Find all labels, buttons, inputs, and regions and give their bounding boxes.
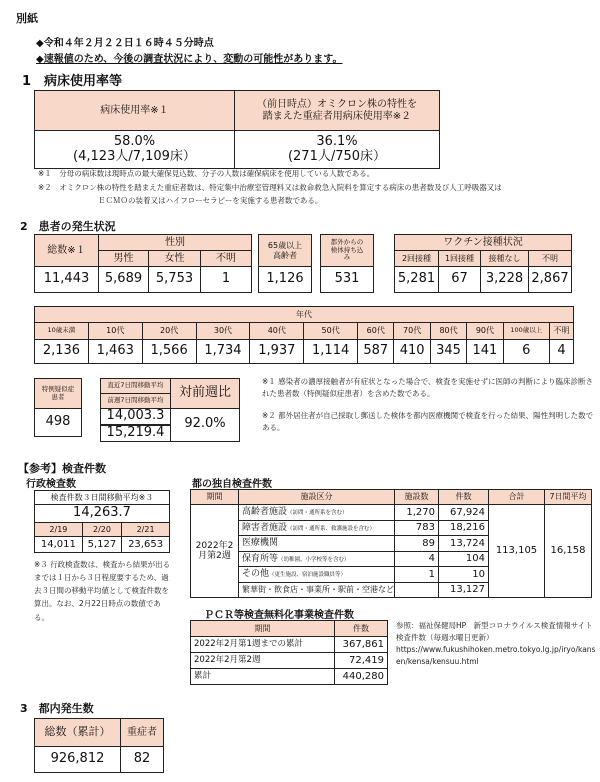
tokyo-cases-5: 13,127 bbox=[439, 582, 489, 598]
tokyo-count-0: 1,270 bbox=[395, 505, 439, 521]
section2-title: 2 患者の発生状況 bbox=[20, 220, 116, 233]
severe-header: 重症者 bbox=[121, 719, 164, 747]
dose2-header: 2回接種 bbox=[395, 251, 439, 267]
no-dose-value: 3,228 bbox=[481, 267, 529, 293]
pcr-header-0: 期間 bbox=[191, 621, 335, 637]
tokyo-facility-0 bbox=[239, 505, 395, 521]
admin-date-1: 2/20 bbox=[82, 523, 121, 537]
section3-title: 3 都内発生数 bbox=[20, 702, 94, 715]
tokyo-header-5: 7日間平均 bbox=[545, 490, 592, 505]
male-value: 5,689 bbox=[99, 267, 149, 293]
age-value-4: 1,937 bbox=[250, 340, 304, 364]
age-label-6: 60代 bbox=[358, 323, 394, 340]
female-header: 女性 bbox=[149, 251, 201, 267]
severe-bed-usage-value: 36.1% bbox=[316, 133, 358, 149]
suspect-header: 特例疑似症 患者 bbox=[35, 379, 82, 409]
pcr-title: ＰＣＲ等検査無料化事業検査件数 bbox=[204, 610, 354, 621]
tokyo-cases-4: 10 bbox=[439, 567, 489, 583]
pcr-source bbox=[396, 620, 600, 668]
sex-header: 性別 bbox=[99, 235, 252, 251]
total-sex-table bbox=[34, 234, 252, 293]
age-label-1: 10代 bbox=[88, 323, 142, 340]
tokyo-period: 2022年2 月第2週 bbox=[191, 505, 239, 598]
cumulative-value: 926,812 bbox=[35, 747, 121, 773]
outside-table bbox=[320, 234, 374, 293]
pcr-value-1: 72,419 bbox=[335, 653, 388, 669]
reference-title: 【参考】検査件数 bbox=[18, 462, 106, 475]
avg7-value: 14,003.3 bbox=[101, 409, 171, 425]
tokyo-header-1: 施設区分 bbox=[239, 490, 395, 505]
age-label-9: 90代 bbox=[467, 323, 503, 340]
admin-note: ※３ 行政検査数は、検査から結果が出るまでは１日から３日程度要するため、過去３日間の移動平均値として検査件数を算出。なお、2月22日時点の数値である。 bbox=[34, 560, 171, 622]
age-value-7: 410 bbox=[394, 340, 430, 364]
tokyo-facility-name: 医療機関 bbox=[242, 538, 279, 549]
age-value-10: 6 bbox=[503, 340, 549, 364]
time-line: ◆令和４年２月２２日１６時４５分時点 bbox=[36, 38, 214, 49]
severe-bed-usage-header: （前日時点）オミクロン株の特性を 踏まえた重症者用病床使用率※２ bbox=[235, 91, 440, 131]
pcr-period-1: 2022年2月第2週 bbox=[191, 653, 335, 669]
suspect-value: 498 bbox=[35, 409, 82, 437]
age-value-1: 1,463 bbox=[88, 340, 142, 364]
vaccine-unknown-value: 2,867 bbox=[529, 267, 572, 293]
male-header: 男性 bbox=[99, 251, 149, 267]
sex-unknown-value: 1 bbox=[201, 267, 252, 293]
section1-note3: ＥＣＭＯの装着又はハイフローセラピーを実施する患者数である。 bbox=[98, 196, 323, 205]
section1-title: 1 病床使用率等 bbox=[22, 74, 123, 89]
admin-avg-value: 14,263.7 bbox=[35, 505, 170, 523]
tokyo-facility-4 bbox=[239, 567, 395, 583]
tokyo-cases-2: 13,724 bbox=[439, 536, 489, 552]
cumulative-header: 総数（累計） bbox=[35, 719, 121, 747]
elderly-table bbox=[258, 234, 312, 293]
tokyo-count-4: 1 bbox=[395, 567, 439, 583]
tokyo-facility-name: 保育所等 bbox=[242, 553, 279, 564]
age-label-0: 10歳未満 bbox=[35, 323, 89, 340]
bed-usage-value: 58.0% bbox=[113, 133, 156, 149]
vaccine-unknown-header: 不明 bbox=[529, 251, 572, 267]
admin-date-2: 2/21 bbox=[122, 523, 170, 537]
tokyo-facility-3 bbox=[239, 551, 395, 567]
moving-average-table bbox=[100, 378, 240, 442]
age-label-2: 20代 bbox=[142, 323, 196, 340]
age-label-11: 不明 bbox=[550, 323, 574, 340]
admin-title: 行政検査数 bbox=[26, 479, 76, 490]
section1-note1: ※１ 分母の病床数は現時点の最大確保見込数、分子の人数は確保病床を使用している人数である。 bbox=[38, 169, 375, 178]
tokyo-facility-detail: （訪問・通所系を含む） bbox=[287, 510, 348, 517]
notice-line: ◆速報値のため、今後の調査状況により、変動の可能性があります。 bbox=[36, 54, 343, 65]
outside-value: 531 bbox=[321, 267, 374, 293]
admin-value-1: 5,127 bbox=[82, 537, 121, 553]
age-value-5: 1,114 bbox=[304, 340, 358, 364]
suspect-table bbox=[34, 378, 82, 437]
bed-usage-header: 病床使用率※１ bbox=[35, 91, 235, 131]
tokyo-header-0: 期間 bbox=[191, 490, 239, 505]
admin-value-2: 23,653 bbox=[122, 537, 170, 553]
tokyo-header-3: 件数 bbox=[439, 490, 489, 505]
attachment-label: 別紙 bbox=[16, 12, 38, 25]
dose1-value: 67 bbox=[439, 267, 481, 293]
age-label-8: 80代 bbox=[430, 323, 466, 340]
age-value-0: 2,136 bbox=[35, 340, 89, 364]
dose2-value: 5,281 bbox=[395, 267, 439, 293]
tokyo-total: 113,105 bbox=[489, 505, 545, 598]
age-label-4: 40代 bbox=[250, 323, 304, 340]
vaccine-header: ワクチン接種状況 bbox=[395, 235, 572, 251]
section2-note2: ※２ 都外居住者が自己採取し郵送した検体を都内医療機関で検査を行った結果、陽性判明した数である。 bbox=[262, 411, 594, 432]
age-header: 年代 bbox=[35, 307, 574, 323]
tokyo-average: 16,158 bbox=[545, 505, 592, 598]
age-label-7: 70代 bbox=[394, 323, 430, 340]
age-table bbox=[34, 306, 574, 364]
pcr-row bbox=[191, 669, 388, 685]
tokyo-facility-name: 高齢者施設 bbox=[242, 507, 288, 518]
tokyo-count-1: 783 bbox=[395, 520, 439, 536]
vaccine-table bbox=[394, 234, 572, 293]
bed-usage-sub: (4,123人/7,109床） bbox=[73, 148, 196, 164]
pcr-row bbox=[191, 653, 388, 669]
tokyo-facility-name: 障害者施設 bbox=[242, 522, 288, 533]
tokyo-title: 都の独自検査件数 bbox=[192, 479, 272, 490]
ratio-header: 対前週比 bbox=[171, 379, 240, 409]
tokyo-count-2: 89 bbox=[395, 536, 439, 552]
prev-avg7-header: 前週7日間移動平均 bbox=[101, 394, 171, 409]
bed-usage-table bbox=[34, 90, 440, 169]
tokyo-facility-name: 繁華街・飲食店・事業所・駅前・空港など bbox=[242, 584, 394, 594]
age-value-11: 4 bbox=[550, 340, 574, 364]
bed-usage-cell bbox=[35, 131, 235, 169]
age-value-3: 1,734 bbox=[196, 340, 250, 364]
pcr-period-0: 2022年2月第1週までの累計 bbox=[191, 637, 335, 653]
tokyo-header-4: 合計 bbox=[489, 490, 545, 505]
admin-avg-header: 検査件数３日間移動平均※３ bbox=[35, 491, 170, 505]
total-value: 11,443 bbox=[35, 267, 99, 293]
age-value-9: 141 bbox=[467, 340, 503, 364]
tokyo-cases-1: 18,216 bbox=[439, 520, 489, 536]
age-label-3: 30代 bbox=[196, 323, 250, 340]
tokyo-cases-3: 104 bbox=[439, 551, 489, 567]
elderly-header: 65歳以上 高齢者 bbox=[259, 235, 312, 267]
severe-value: 82 bbox=[121, 747, 164, 773]
pcr-source-text: 参照：福祉保健局HP 新型コロナウイルス検査情報サイト 検査件数（毎週水曜日更新） bbox=[396, 621, 600, 642]
age-label-5: 50代 bbox=[304, 323, 358, 340]
admin-value-0: 14,011 bbox=[35, 537, 83, 553]
no-dose-header: 接種なし bbox=[481, 251, 529, 267]
pcr-header-1: 件数 bbox=[335, 621, 388, 637]
pcr-value-0: 367,861 bbox=[335, 637, 388, 653]
pcr-source-url[interactable]: https://www.fukushihoken.metro.tokyo.lg.jp/iryo/kansen/kensa/kensuu.html bbox=[396, 645, 596, 666]
admin-table bbox=[34, 490, 170, 553]
pcr-row bbox=[191, 637, 388, 653]
tokyo-cases-table bbox=[34, 718, 164, 773]
tokyo-table bbox=[190, 489, 592, 598]
age-value-8: 345 bbox=[430, 340, 466, 364]
age-label-10: 100歳以上 bbox=[503, 323, 549, 340]
outside-header: 都外からの 検体持ち込 み bbox=[321, 235, 374, 267]
tokyo-facility-1 bbox=[239, 520, 395, 536]
pcr-table bbox=[190, 620, 388, 685]
tokyo-facility-2 bbox=[239, 536, 395, 552]
tokyo-count-5 bbox=[395, 582, 439, 598]
tokyo-facility-detail: （訪問・通所系、救護施設を含む） bbox=[287, 525, 376, 532]
prev-avg7-value: 15,219.4 bbox=[101, 425, 171, 441]
severe-bed-usage-cell bbox=[235, 131, 440, 169]
admin-date-0: 2/19 bbox=[35, 523, 83, 537]
female-value: 5,753 bbox=[149, 267, 201, 293]
pcr-period-2: 累計 bbox=[191, 669, 335, 685]
severe-bed-usage-sub: (271人/750床） bbox=[287, 148, 387, 164]
pcr-value-2: 440,280 bbox=[335, 669, 388, 685]
section2-note1: ※１ 感染者の濃厚接触者が有症状となった場合で、検査を実施せずに医師の判断により臨床診断された患者数（特例疑似症患者）を含めた数である。 bbox=[262, 377, 594, 398]
section1-note2: ※２ オミクロン株の特性を踏まえた重症者数は、特定集中治療室管理料又は救命救急入院料を算定する病床の患者数及び人工呼吸器又は bbox=[38, 183, 502, 192]
age-value-6: 587 bbox=[358, 340, 394, 364]
tokyo-facility-name: その他 bbox=[242, 569, 270, 580]
tokyo-row bbox=[191, 505, 592, 521]
tokyo-count-3: 4 bbox=[395, 551, 439, 567]
tokyo-facility-detail: （更生施設、宿泊施設職員等） bbox=[269, 572, 347, 579]
avg7-header: 直近7日間移動平均 bbox=[101, 379, 171, 394]
sex-unknown-header: 不明 bbox=[201, 251, 252, 267]
age-value-2: 1,566 bbox=[142, 340, 196, 364]
tokyo-header-2: 施設数 bbox=[395, 490, 439, 505]
tokyo-facility-5 bbox=[239, 582, 395, 598]
total-header: 総数※１ bbox=[35, 235, 99, 267]
tokyo-facility-detail: （幼稚園、小学校等を含む） bbox=[278, 556, 350, 563]
dose1-header: 1回接種 bbox=[439, 251, 481, 267]
elderly-value: 1,126 bbox=[259, 267, 312, 293]
ratio-value: 92.0% bbox=[171, 409, 240, 442]
tokyo-cases-0: 67,924 bbox=[439, 505, 489, 521]
